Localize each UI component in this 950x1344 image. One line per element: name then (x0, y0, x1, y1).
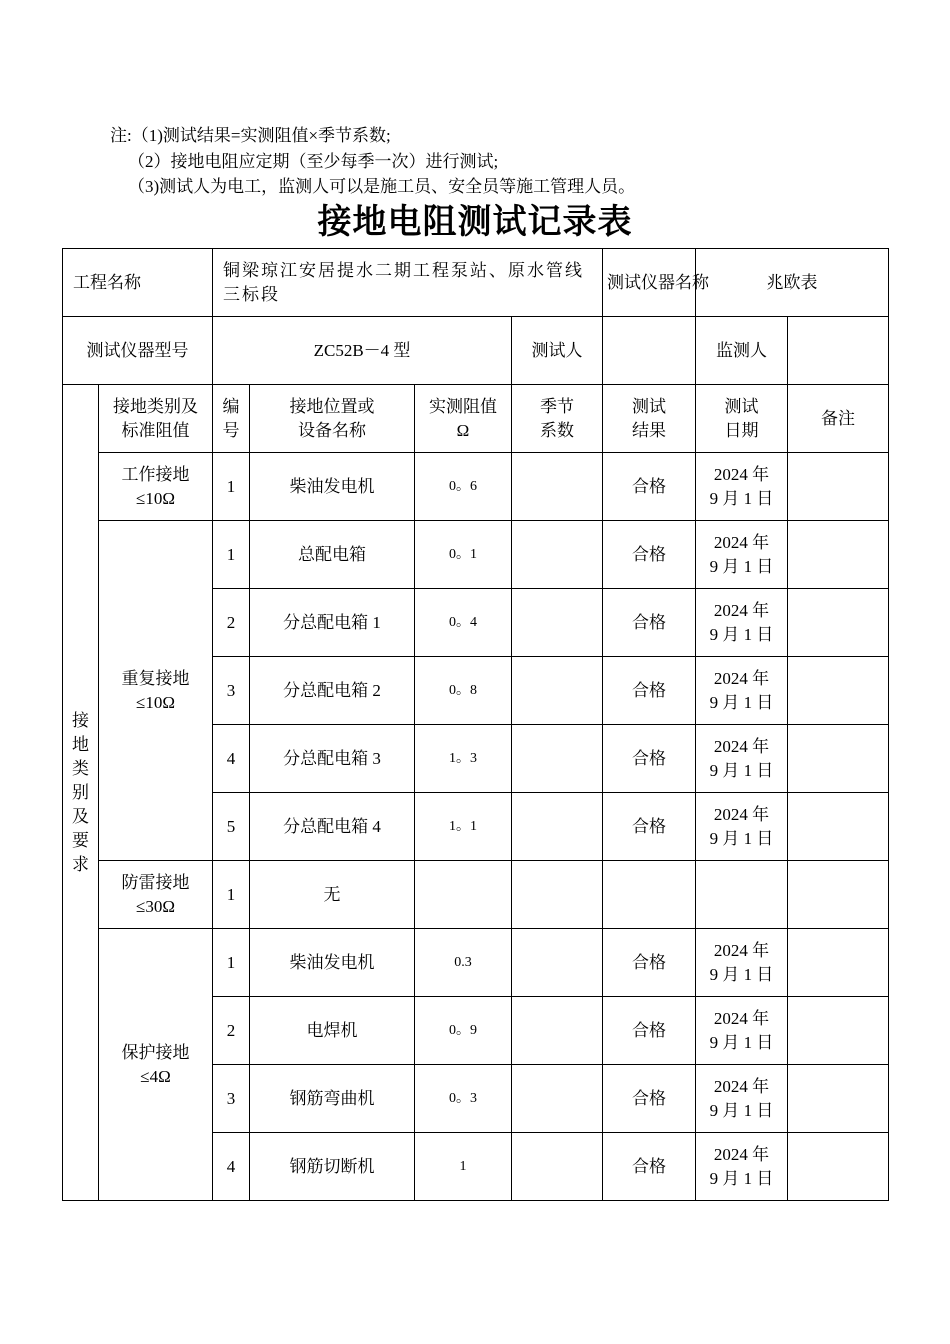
category-standard: ≤30Ω (136, 896, 175, 916)
category-name: 重复接地 (121, 668, 190, 688)
device-name: 钢筋弯曲机 (250, 1065, 415, 1133)
test-date-day: 9 月 1 日 (709, 964, 774, 984)
test-date-day: 9 月 1 日 (709, 828, 774, 848)
test-date (696, 861, 788, 929)
remark (788, 1133, 889, 1201)
test-result: 合格 (603, 453, 696, 521)
side-label (63, 385, 99, 1201)
test-result: 合格 (603, 589, 696, 657)
test-result: 合格 (603, 997, 696, 1065)
project-value: 铜梁琼江安居提水二期工程泵站、原水管线三标段 (213, 249, 603, 317)
test-date-year: 2024 年 (713, 1076, 770, 1096)
row-no: 1 (213, 521, 250, 589)
device-name: 钢筋切断机 (250, 1133, 415, 1201)
tester-label: 测试人 (512, 317, 603, 385)
measured-resistance: 1 (415, 1133, 512, 1201)
test-date (696, 657, 788, 725)
row-no: 3 (213, 657, 250, 725)
row-no: 1 (213, 861, 250, 929)
category-cell (99, 929, 213, 1201)
remark (788, 657, 889, 725)
category-cell (99, 861, 213, 929)
test-result: 合格 (603, 929, 696, 997)
side-label-char: 及 (72, 806, 89, 826)
measured-resistance: 0。3 (415, 1065, 512, 1133)
season-factor (512, 1065, 603, 1133)
note-3: （3)测试人为电工，监测人可以是施工员、安全员等施工管理人员。 (128, 177, 636, 196)
record-table (62, 248, 889, 1201)
device-name: 电焊机 (250, 997, 415, 1065)
test-date-day: 9 月 1 日 (709, 760, 774, 780)
col-remark: 备注 (788, 385, 889, 453)
tester-value (603, 317, 696, 385)
instrument-row (63, 317, 889, 385)
measured-resistance: 0。9 (415, 997, 512, 1065)
category-cell (99, 453, 213, 521)
test-date-day: 9 月 1 日 (709, 1168, 774, 1188)
test-date (696, 929, 788, 997)
table-row (63, 861, 889, 929)
test-date-year: 2024 年 (713, 736, 770, 756)
column-header-row (63, 385, 889, 453)
test-date (696, 589, 788, 657)
measured-resistance: 0。6 (415, 453, 512, 521)
measured-resistance (415, 861, 512, 929)
col-result: 测试 结果 (603, 385, 696, 453)
test-date-year: 2024 年 (713, 464, 770, 484)
row-no: 2 (213, 997, 250, 1065)
side-label-char: 求 (72, 854, 89, 874)
season-factor (512, 521, 603, 589)
test-date (696, 725, 788, 793)
test-date (696, 453, 788, 521)
table-row (63, 929, 889, 997)
test-result: 合格 (603, 1133, 696, 1201)
col-date: 测试 日期 (696, 385, 788, 453)
device-name: 总配电箱 (250, 521, 415, 589)
col-no: 编 号 (213, 385, 250, 453)
instrument-model-value: ZC52B－4 型 (213, 317, 512, 385)
test-date-year: 2024 年 (713, 668, 770, 688)
season-factor (512, 657, 603, 725)
season-factor (512, 861, 603, 929)
device-name: 分总配电箱 4 (250, 793, 415, 861)
test-date-year: 2024 年 (713, 804, 770, 824)
device-name: 分总配电箱 3 (250, 725, 415, 793)
device-name: 柴油发电机 (250, 929, 415, 997)
row-no: 1 (213, 929, 250, 997)
category-standard: ≤4Ω (140, 1066, 171, 1086)
measured-resistance: 0。8 (415, 657, 512, 725)
test-date-day: 9 月 1 日 (709, 1032, 774, 1052)
instrument-name-label: 测试仪器名称 (603, 249, 696, 317)
side-label-char: 接 (72, 710, 89, 730)
category-cell (99, 521, 213, 861)
season-factor (512, 997, 603, 1065)
row-no: 4 (213, 1133, 250, 1201)
col-category: 接地类别及 标准阻值 (99, 385, 213, 453)
instrument-name-value: 兆欧表 (696, 249, 889, 317)
category-name: 防雷接地 (121, 872, 190, 892)
device-name: 分总配电箱 2 (250, 657, 415, 725)
remark (788, 589, 889, 657)
measured-resistance: 1。1 (415, 793, 512, 861)
row-no: 5 (213, 793, 250, 861)
table-row (63, 453, 889, 521)
remark (788, 793, 889, 861)
page-title: 接地电阻测试记录表 (317, 202, 633, 242)
row-no: 3 (213, 1065, 250, 1133)
col-resistance: 实测阻值 Ω (415, 385, 512, 453)
category-standard: ≤10Ω (136, 488, 175, 508)
test-date-year: 2024 年 (713, 600, 770, 620)
category-name: 保护接地 (121, 1042, 190, 1062)
season-factor (512, 1133, 603, 1201)
remark (788, 929, 889, 997)
device-name: 无 (250, 861, 415, 929)
test-date (696, 793, 788, 861)
category-standard: ≤10Ω (136, 692, 175, 712)
instrument-model-label: 测试仪器型号 (63, 317, 213, 385)
test-date-day: 9 月 1 日 (709, 556, 774, 576)
remark (788, 725, 889, 793)
project-row (63, 249, 889, 317)
test-date-year: 2024 年 (713, 1144, 770, 1164)
measured-resistance: 0.3 (415, 929, 512, 997)
monitor-value (788, 317, 889, 385)
test-result: 合格 (603, 1065, 696, 1133)
season-factor (512, 725, 603, 793)
test-date (696, 521, 788, 589)
test-date-year: 2024 年 (713, 940, 770, 960)
col-location: 接地位置或 设备名称 (250, 385, 415, 453)
measured-resistance: 0。4 (415, 589, 512, 657)
side-label-char: 类 (72, 758, 89, 778)
test-result: 合格 (603, 521, 696, 589)
remark (788, 521, 889, 589)
test-date (696, 1133, 788, 1201)
test-result: 合格 (603, 725, 696, 793)
monitor-label: 监测人 (696, 317, 788, 385)
test-date (696, 997, 788, 1065)
test-date-day: 9 月 1 日 (709, 1100, 774, 1120)
col-season: 季节 系数 (512, 385, 603, 453)
season-factor (512, 793, 603, 861)
remark (788, 1065, 889, 1133)
row-no: 2 (213, 589, 250, 657)
project-label: 工程名称 (63, 249, 213, 317)
table-row (63, 521, 889, 589)
test-result: 合格 (603, 657, 696, 725)
test-date-year: 2024 年 (713, 532, 770, 552)
remark (788, 997, 889, 1065)
note-1: 注:（1)测试结果=实测阻值×季节系数; (110, 126, 391, 145)
test-date-day: 9 月 1 日 (709, 624, 774, 644)
side-label-char: 地 (72, 734, 89, 754)
test-date-day: 9 月 1 日 (709, 488, 774, 508)
test-date-year: 2024 年 (713, 1008, 770, 1028)
note-2: （2）接地电阻应定期（至少每季一次）进行测试; (128, 152, 499, 171)
season-factor (512, 453, 603, 521)
device-name: 分总配电箱 1 (250, 589, 415, 657)
device-name: 柴油发电机 (250, 453, 415, 521)
row-no: 4 (213, 725, 250, 793)
test-result (603, 861, 696, 929)
side-label-char: 别 (72, 782, 89, 802)
test-date (696, 1065, 788, 1133)
remark (788, 861, 889, 929)
season-factor (512, 929, 603, 997)
row-no: 1 (213, 453, 250, 521)
side-label-char: 要 (72, 830, 89, 850)
test-result: 合格 (603, 793, 696, 861)
measured-resistance: 1。3 (415, 725, 512, 793)
measured-resistance: 0。1 (415, 521, 512, 589)
category-name: 工作接地 (121, 464, 190, 484)
season-factor (512, 589, 603, 657)
test-date-day: 9 月 1 日 (709, 692, 774, 712)
remark (788, 453, 889, 521)
